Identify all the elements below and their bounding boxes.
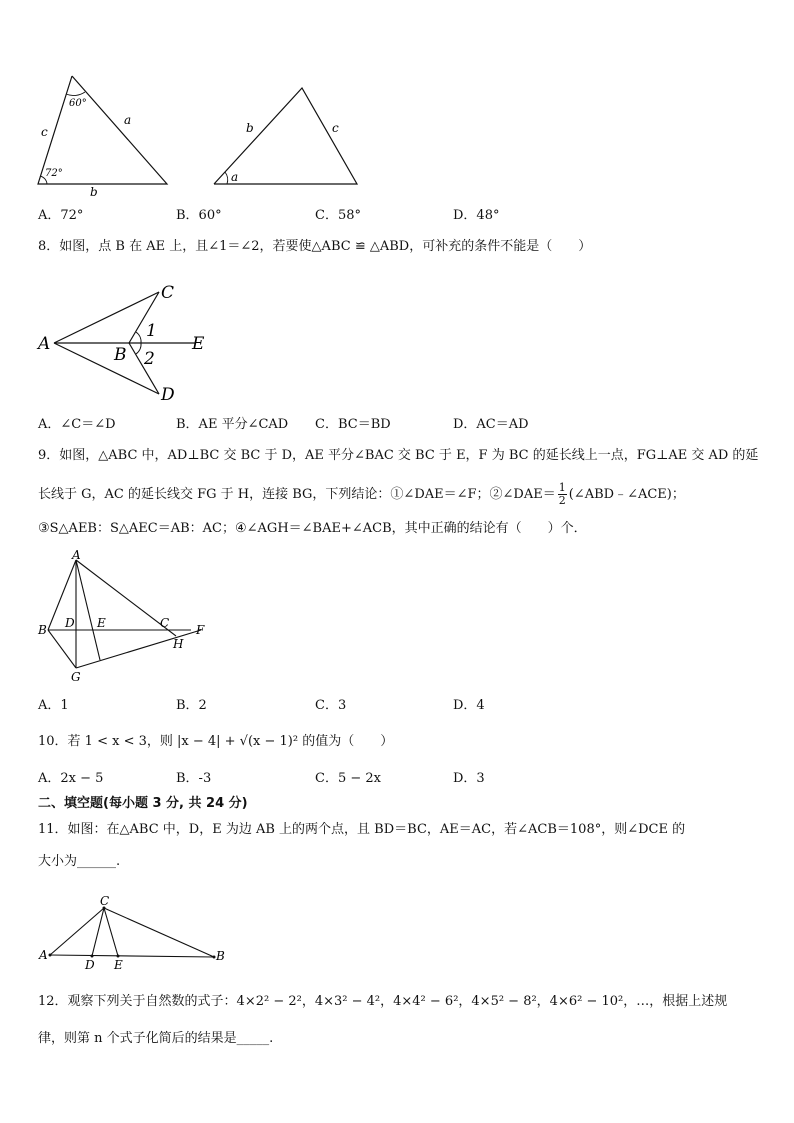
q11-label-a: A [39, 948, 48, 962]
q9-label-c: C [160, 616, 170, 630]
q9-label-b: B [38, 623, 47, 637]
q7-side-c: c [41, 125, 48, 139]
q8-label-b: B [114, 345, 127, 365]
q11-line2: 大小为______. [38, 854, 121, 869]
q7-figure-left [30, 72, 180, 199]
q7-option-c: C．58° [315, 208, 361, 223]
q7-side-a: a [124, 113, 132, 127]
q11-label-d: D [85, 958, 95, 972]
q9-frac-num: 1 [558, 481, 566, 494]
q9-option-b: B．2 [176, 698, 207, 713]
q9-line2 [38, 482, 685, 507]
q11-label-e: E [114, 958, 123, 972]
q9-line3: ③S△AEB：S△AEC＝AB：AC；④∠AGH＝∠BAE+∠ACB，其中正确的结论有（ ）个． [38, 521, 587, 536]
q8-option-c: C．BC＝BD [315, 417, 391, 432]
q8-label-d: D [161, 385, 175, 405]
q10-question: 10．若 1 < x < 3，则 |x − 4| + √(x − 1)² 的值为（ ） [38, 734, 394, 749]
q9-fraction [558, 482, 567, 507]
q12-line1: 12．观察下列关于自然数的式子：4×2² − 2²，4×3² − 4²，4×4² − 6²，4×5² − 8²，4×6² − 10²，…，根据上述规 [38, 994, 728, 1009]
q8-option-a: A．∠C＝∠D [38, 417, 116, 432]
q7-option-b: B．60° [176, 208, 222, 223]
q9-label-e: E [97, 616, 106, 630]
q8-label-1: 1 [146, 321, 157, 341]
q7-figure-right [210, 84, 365, 188]
q9-frac-den: 2 [558, 494, 566, 507]
q9-label-f: F [196, 623, 205, 637]
q8-option-d: D．AC＝AD [453, 417, 529, 432]
q8-label-c: C [161, 283, 175, 303]
q9-label-a: A [72, 548, 81, 562]
q9-line2-post: (∠ABD﹣∠ACE)； [568, 487, 685, 502]
q8-figure [36, 280, 216, 404]
q12-line2: 律，则第 n 个式子化简后的结果是_____. [38, 1031, 274, 1046]
q10-option-b: B．-3 [176, 771, 212, 786]
q11-figure [36, 893, 236, 973]
q7-side-b: b [90, 185, 98, 199]
q10-option-c: C．5 − 2x [315, 771, 381, 786]
q9-label-d: D [65, 616, 75, 630]
q7r-side-b: b [246, 121, 254, 135]
q9-option-c: C．3 [315, 698, 347, 713]
q8-option-b: B．AE 平分∠CAD [176, 417, 289, 432]
q7r-side-c: c [332, 121, 339, 135]
q8-label-2: 2 [144, 349, 155, 369]
q10-option-d: D．3 [453, 771, 485, 786]
q7-option-d: D．48° [453, 208, 500, 223]
q9-line2-pre: 长线于 G，AC 的延长线交 FG 于 H，连接 BG，下列结论：①∠DAE＝∠F；②∠DAE＝ [38, 487, 556, 502]
section-header-fill-in: 二、填空题(每小题 3 分, 共 24 分) [38, 796, 248, 811]
q9-figure [36, 550, 216, 685]
q9-label-g: G [71, 670, 81, 684]
q9-label-h: H [173, 637, 184, 651]
q7-angle-top: 60° [69, 98, 87, 109]
q9-line1: 9．如图，△ABC 中，AD⊥BC 交 BC 于 D，AE 平分∠BAC 交 BC 于 E，F 为 BC 的延长线上一点，FG⊥AE 交 AD 的延 [38, 448, 759, 463]
q7-option-a: A．72° [38, 208, 84, 223]
q7-angle-bottom: 72° [45, 168, 63, 179]
q7r-angle: a [231, 170, 239, 184]
q8-question: 8．如图，点 B 在 AE 上，且∠1＝∠2，若要使△ABC ≌ △ABD，可补充的条件不能是（ ） [38, 239, 592, 254]
q10-option-a: A．2x − 5 [38, 771, 104, 786]
q11-label-c: C [100, 894, 110, 908]
q8-label-a: A [38, 334, 51, 354]
q9-option-a: A．1 [38, 698, 69, 713]
q8-label-e: E [192, 334, 205, 354]
q11-label-b: B [216, 949, 225, 963]
q9-option-d: D．4 [453, 698, 485, 713]
q11-line1: 11．如图：在△ABC 中，D，E 为边 AB 上的两个点，且 BD＝BC，AE＝AC，若∠ACB＝108°，则∠DCE 的 [38, 822, 686, 837]
